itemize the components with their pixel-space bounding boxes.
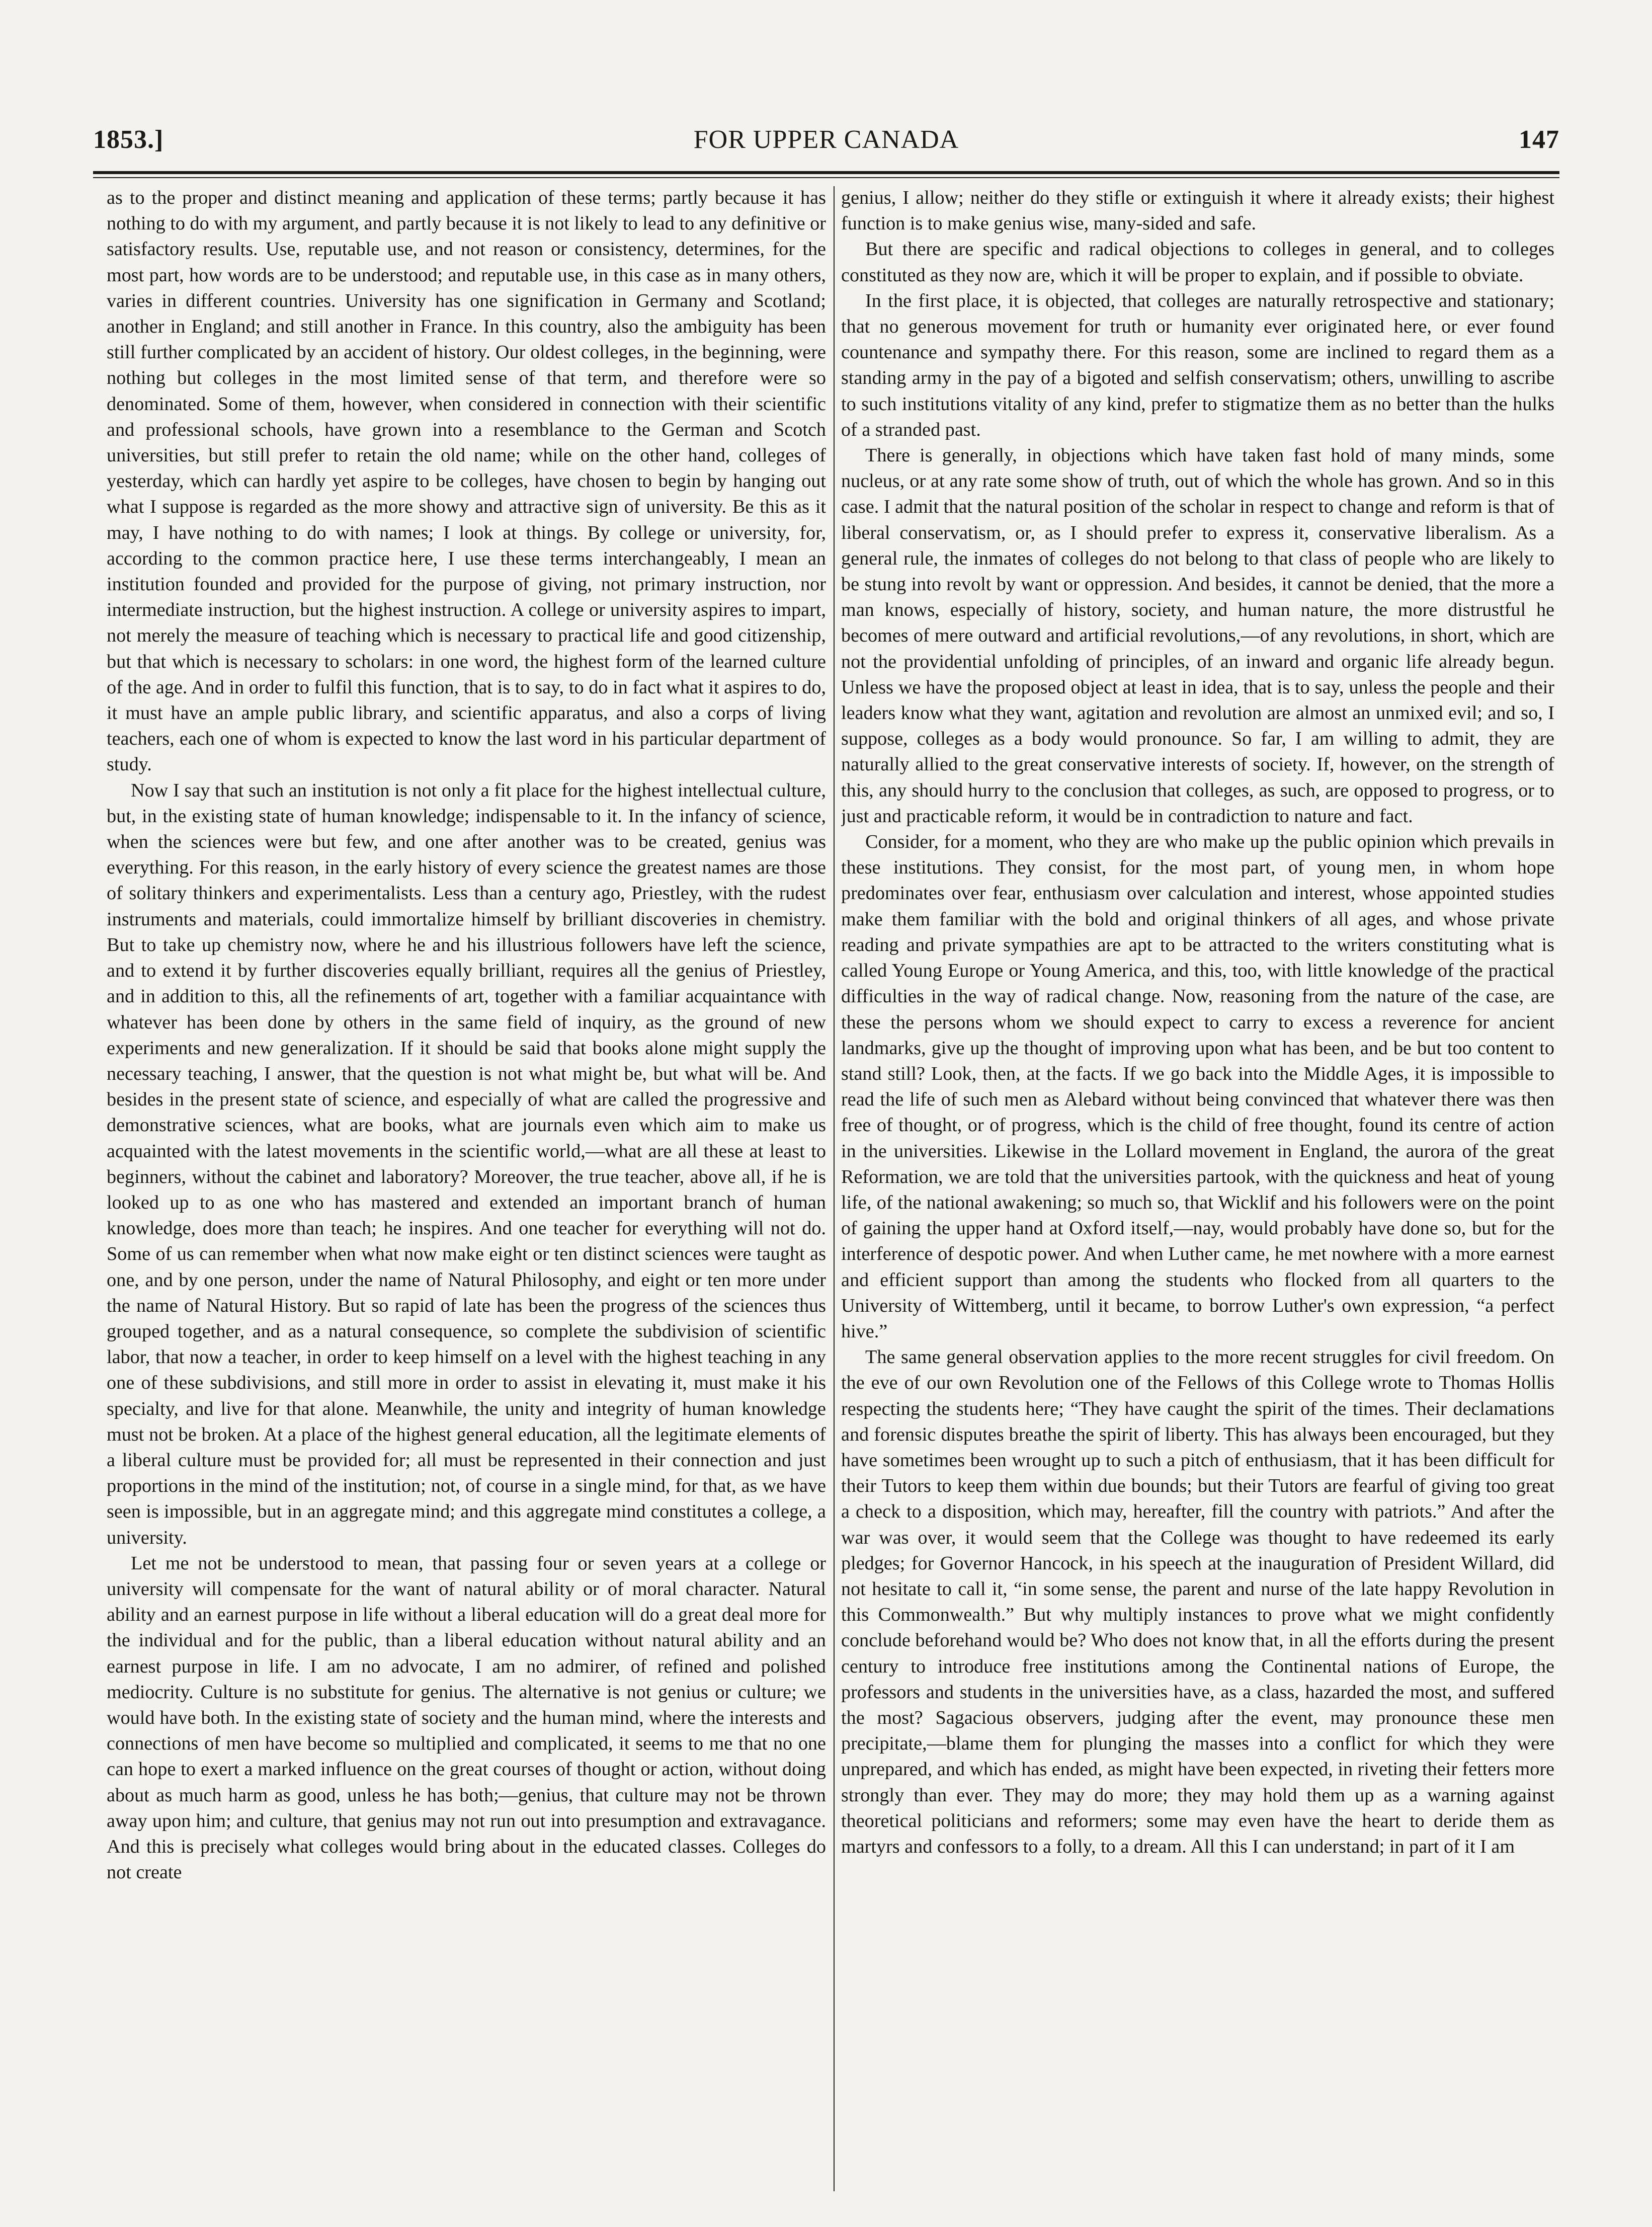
right-paragraph-4: There is generally, in objections which have taken fast hold of many minds, some nucleus, or at any rate some show of truth, out of which the whole has grown. And so in this case. I admit that the natural position of the scholar in respect to change and reform is that of liberal conservatism, or, as I should prefer to express it, conservative liberalism. As a general rule, the inmates of colleges do not belong to that class of people who are likely to be stung into revolt by want or oppression. And besides, it cannot be denied, that the more a man knows, especially of history, society, and human nature, the more distrustful he becomes of mere outward and artificial revolutions,—of any revolutions, in short, which are not the providential unfolding of principles, of an inward and organic life already begun. Unless we have the proposed object at least in idea, that is to say, unless the people and their leaders know what they want, agitation and revolution are almost an unmixed evil; and so, I suppose, colleges as a body would pronounce. So far, I am willing to admit, they are naturally allied to the great conservative interests of society. If, however, on the strength of this, any should hurry to the conclusion that colleges, as such, are opposed to progress, or to just and practicable reform, it would be in contradiction to nature and fact. xyxy=(841,445,1554,827)
column-divider xyxy=(834,186,835,2191)
page-header xyxy=(93,125,1559,165)
running-title: FOR UPPER CANADA xyxy=(693,125,959,154)
left-paragraph-3: Let me not be understood to mean, that passing four or seven years at a college or university will compensate for the want of natural ability or of moral character. Natural ability and an earnest purpose in life without a liberal education will do a great deal more for the individual and for the public, than a liberal education without natural ability and an earnest purpose in life. I am no advocate, I am no admirer, of refined and polished mediocrity. Culture is no substitute for genius. The alternative is not genius or culture; we would have both. In the existing state of society and the human mind, where the interests and connections of men have become so multiplied and complicated, it seems to me that no one can hope to exert a marked influence on the great courses of thought or action, without doing about as much harm as good, unless he has both;—genius, that culture may not be thrown away upon him; and culture, that genius may not run out into presumption and extravagance. And this is precisely what colleges would bring about in the educated classes. Colleges do not create xyxy=(107,1552,826,1883)
right-paragraph-6: The same general observation applies to the more recent struggles for civil freedom. On the eve of our own Revolution one of the Fellows of this College wrote to Thomas Hollis respecting the students here; “They have caught the spirit of the times. Their declamations and forensic disputes breathe the spirit of liberty. This has always been encouraged, but they have sometimes been wrought up to such a pitch of enthusiasm, that it has been difficult for their Tutors to keep them within due bounds; but their Tutors are fearful of giving too great a check to a disposition, which may, hereafter, fill the country with patriots.” And after the war was over, it would seem that the College was thought to have redeemed its early pledges; for Governor Hancock, in his speech at the inauguration of President Willard, did not hesitate to call it, “in some sense, the parent and nurse of the late happy Revolution in this Commonwealth.” But why multiply instances to prove what we might confidently conclude beforehand would be? Who does not know that, in all the efforts during the present century to introduce free institutions among the Continental nations of Europe, the professors and students in the universities have, as a class, hazarded the most, and suffered the most? Sagacious observers, judging after the event, may pronounce these men precipitate,—blame them for plunging the masses into a conflict for which they were unprepared, and which has ended, as might have been expected, in riveting their fetters more strongly than ever. They may do more; they may hold them up as a warning against theoretical politicians and reformers; some may even have the heart to deride them as martyrs and confessors to a folly, to a dream. All this I can understand; in part of it I am xyxy=(841,1346,1554,1857)
header-rule xyxy=(93,171,1559,174)
right-paragraph-5: Consider, for a moment, who they are who make up the public opinion which prevails in these institutions. They consist, for the most part, of young men, in whom hope predominates over fear, enthusiasm over calculation and interest, whose appointed studies make them familiar with the bold and original thinkers of all ages, and whose private reading and private sympathies are apt to be attracted to the writers constituting what is called Young Europe or Young America, and this, too, with little knowledge of the practical difficulties in the way of radical change. Now, reasoning from the nature of the case, are these the persons whom we should expect to carry to excess a reverence for ancient landmarks, give up the thought of improving upon what has been, and be but too content to stand still? Look, then, at the facts. If we go back into the Middle Ages, it is impossible to read the life of such men as Alebard without being convinced that whatever there was then free of thought, or of progress, which is the child of free thought, found its centre of action in the universities. Likewise in the Lollard movement in England, the aurora of the great Reformation, we are told that the universities partook, with the quickness and heat of young life, of the national awakening; so much so, that Wicklif and his followers were on the point of gaining the upper hand at Oxford itself,—nay, would probably have done so, but for the interference of despotic power. And when Luther came, he met nowhere with a more earnest and efficient support than among the students who flocked from all quarters to the University of Wittemberg, until it became, to borrow Luther's own expression, “a perfect hive.” xyxy=(841,831,1554,1342)
header-year: 1853.] xyxy=(93,125,164,154)
left-paragraph-2: Now I say that such an institution is not only a fit place for the highest intellectual culture, but, in the existing state of human knowledge; indispensable to it. In the infancy of science, when the sciences were but few, and one after another was to be created, genius was everything. For this reason, in the early history of every science the greatest names are those of solitary thinkers and experimentalists. Less than a century ago, Priestley, with the rudest instruments and materials, could immortalize himself by brilliant discoveries in chemistry. But to take up chemistry now, where he and his illustrious followers have left the science, and to extend it by further discoveries equally brilliant, requires all the genius of Priestley, and in addition to this, all the refinements of art, together with a familiar acquaintance with whatever has been done by others in the same field of inquiry, as the ground of new experiments and new generalization. If it should be said that books alone might supply the necessary teaching, I answer, that the question is not what might be, but what will be. And besides in the present state of science, and especially of what are called the progressive and demonstrative sciences, what are books, what are journals even which aim to make us acquainted with the latest movements in the scientific world,—what are all these at least to beginners, without the cabinet and laboratory? Moreover, the true teacher, above all, if he is looked up to as one who has mastered and extended an important branch of human knowledge, does more than teach; he inspires. And one teacher for everything will not do. Some of us can remember when what now make eight or ten distinct sciences were taught as one, and by one person, under the name of Natural Philosophy, and eight or ten more under the name of Natural History. But so rapid of late has been the progress of the sciences thus grouped together, and as a natural consequence, so complete the subdivision of scientific labor, that now a teacher, in order to keep himself on a level with the highest teaching in any one of these subdivisions, and still more in order to assist in elevating it, must make it his specialty, and live for that alone. Meanwhile, the unity and integrity of human knowledge must not be broken. At a place of the highest general education, all the legitimate elements of a liberal culture must be provided for; all must be represented in their connection and just proportions in the mind of the institution; not, of course in a single mind, for that, as we have seen is impossible, but in an aggregate mind; and this aggregate mind constitutes a college, a university. xyxy=(107,779,826,1548)
right-column xyxy=(841,185,1554,2193)
right-paragraph-1: genius, I allow; neither do they stifle or extinguish it where it already exists; their highest function is to make genius wise, many-sided and safe. xyxy=(841,187,1554,234)
left-column xyxy=(107,185,826,2193)
page-number: 147 xyxy=(1519,125,1559,154)
left-paragraph-1: as to the proper and distinct meaning and application of these terms; partly because it has nothing to do with my argument, and partly because it is not likely to lead to any definitive or satisfactory results. Use, reputable use, and not reason or consistency, determines, for the most part, how words are to be understood; and reputable use, in this case as in many others, varies in different countries. University has one signification in Germany and Scotland; another in England; and still another in France. In this country, also the ambiguity has been still further complicated by an accident of history. Our oldest colleges, in the beginning, were nothing but colleges in the most limited sense of that term, and therefore were so denominated. Some of them, however, when considered in connection with their scientific and professional schools, have grown into a resemblance to the German and Scotch universities, but still prefer to retain the old name; while on the other hand, colleges of yesterday, which can hardly yet aspire to be colleges, have chosen to begin by hanging out what I suppose is regarded as the more showy and attractive sign of university. Be this as it may, I have nothing to do with names; I look at things. By college or university, for, according to the common practice here, I use these terms interchangeably, I mean an institution founded and provided for the purpose of giving, not primary instruction, nor intermediate instruction, but the highest instruction. A college or university aspires to impart, not merely the measure of teaching which is necessary to practical life and good citizenship, but that which is necessary to scholars: in one word, the highest form of the learned culture of the age. And in order to fulfil this function, that is to say, to do in fact what it aspires to do, it must have an ample public library, and scientific apparatus, and also a corps of living teachers, each one of whom is expected to know the last word in his particular department of study. xyxy=(107,187,826,775)
right-paragraph-3: In the first place, it is objected, that colleges are naturally retrospective and stationary; that no generous movement for truth or humanity ever originated here, or ever found countenance and sympathy there. For this reason, some are inclined to regard them as a standing army in the pay of a bigoted and selfish conservatism; others, unwilling to ascribe to such institutions vitality of any kind, prefer to stigmatize them as no better than the hulks of a stranded past. xyxy=(841,290,1554,440)
header-rule-thin xyxy=(93,177,1559,178)
right-paragraph-2: But there are specific and radical objections to colleges in general, and to colleges constituted as they now are, which it will be proper to explain, and if possible to obviate. xyxy=(841,238,1554,286)
